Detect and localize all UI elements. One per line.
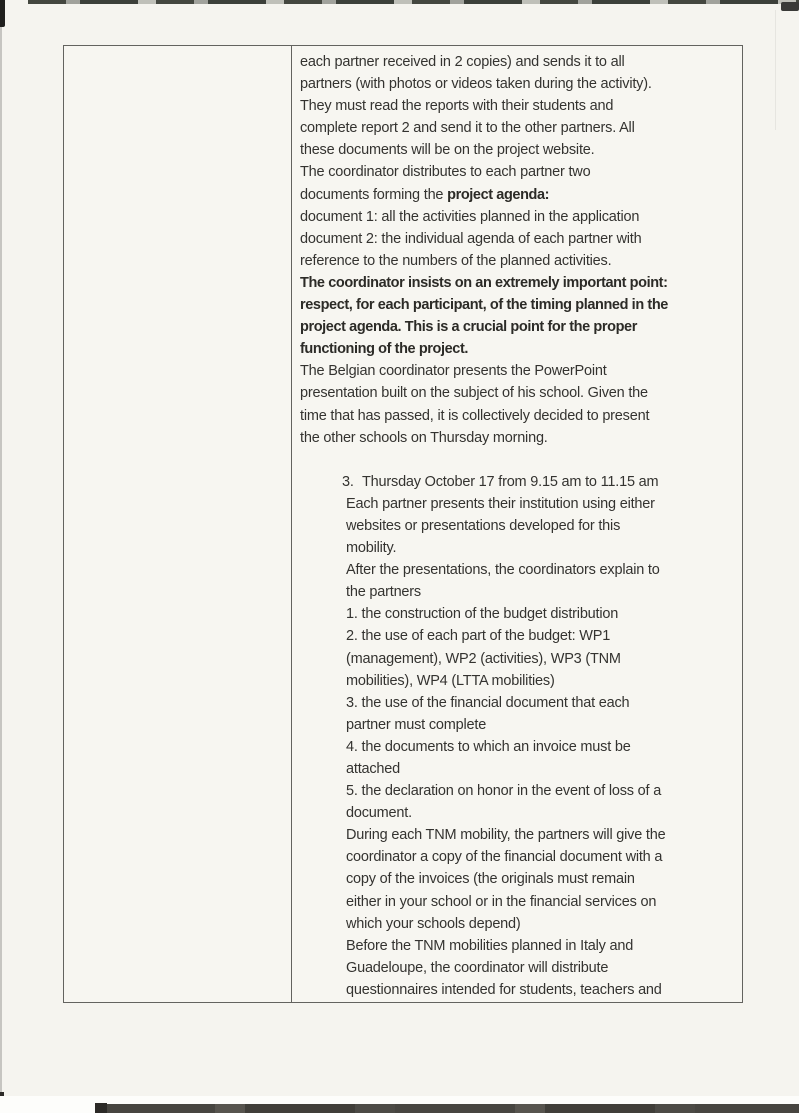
- text-line: [300, 515, 738, 537]
- text-line: [300, 316, 738, 338]
- text-line: [300, 493, 738, 515]
- text-segment: which your schools depend): [346, 915, 521, 932]
- text-line: [300, 382, 738, 404]
- text-segment: complete report 2 and send it to the other partners. All: [300, 120, 635, 137]
- text-line: [300, 272, 738, 294]
- text-line: [300, 471, 738, 493]
- scanner-corner-mark-top-right-icon: [781, 2, 799, 11]
- text-line: [300, 780, 738, 802]
- text-segment-bold: project agenda. This is a crucial point for the proper: [300, 319, 637, 336]
- text-line: [300, 360, 738, 382]
- text-segment: questionnaires intended for students, teachers and: [346, 981, 662, 998]
- scanner-left-edge-line-icon: [0, 0, 2, 1113]
- table-cell-right-text: [293, 46, 742, 1002]
- text-segment: coordinator a copy of the financial document with a: [346, 849, 663, 866]
- text-line: [300, 559, 738, 581]
- text-line: [300, 603, 738, 625]
- text-segment-bold: functioning of the project.: [300, 341, 469, 358]
- text-segment: 4. the documents to which an invoice must be: [346, 738, 631, 755]
- text-segment: reference to the numbers of the planned activities.: [300, 252, 612, 269]
- text-segment: Guadeloupe, the coordinator will distribute: [346, 959, 609, 976]
- text-line: [300, 117, 738, 139]
- text-line: [300, 73, 738, 95]
- text-line: [300, 161, 738, 183]
- text-line: [300, 228, 738, 250]
- text-segment: partner must complete: [346, 716, 487, 733]
- text-line: [300, 846, 738, 868]
- document-table: [63, 45, 743, 1003]
- text-segment: 2. the use of each part of the budget: WP1: [346, 628, 611, 645]
- text-segment: document.: [346, 805, 412, 822]
- text-line: [300, 714, 738, 736]
- text-segment: the partners: [346, 584, 421, 601]
- list-number: 3.: [342, 473, 354, 490]
- text-line: [300, 957, 738, 979]
- text-segment: the other schools on Thursday morning.: [300, 429, 548, 446]
- text-line: [300, 868, 738, 890]
- text-line: [300, 802, 738, 824]
- text-segment: these documents will be on the project website.: [300, 142, 595, 159]
- text-segment-bold: The coordinator insists on an extremely important point:: [300, 274, 668, 291]
- table-cell-left-empty: [64, 46, 292, 1002]
- text-line: [300, 758, 738, 780]
- text-segment: time that has passed, it is collectively decided to present: [300, 407, 650, 424]
- text-segment: During each TNM mobility, the partners will give the: [346, 827, 666, 844]
- text-line: [300, 935, 738, 957]
- text-line: [300, 824, 738, 846]
- text-segment-bold: project agenda:: [447, 186, 550, 203]
- text-segment: mobilities), WP4 (LTTA mobilities): [346, 672, 555, 689]
- text-segment: Before the TNM mobilities planned in Italy and: [346, 937, 634, 954]
- text-segment: presentation built on the subject of his school. Given the: [300, 385, 648, 402]
- text-segment: Each partner presents their institution using either: [346, 495, 655, 512]
- text-line: [300, 670, 738, 692]
- text-segment: 5. the declaration on honor in the event of loss of a: [346, 783, 662, 800]
- text-segment: 3. the use of the financial document that each: [346, 694, 630, 711]
- text-segment: websites or presentations developed for this: [346, 517, 621, 534]
- text-line: [300, 891, 738, 913]
- text-segment: each partner received in 2 copies) and sends it to all: [300, 54, 625, 70]
- text-segment: document 1: all the activities planned in the application: [300, 208, 640, 225]
- text-line: [300, 427, 738, 449]
- text-line: [300, 95, 738, 117]
- text-segment: (management), WP2 (activities), WP3 (TNM: [346, 650, 621, 667]
- text-line: [300, 184, 738, 206]
- text-segment: mobility.: [346, 540, 397, 557]
- text-line: [300, 51, 738, 73]
- text-segment: 1. the construction of the budget distribution: [346, 606, 619, 623]
- text-segment: partners (with photos or videos taken during the activity).: [300, 76, 652, 93]
- text-segment: The coordinator distributes to each partner two: [300, 164, 591, 181]
- text-line: [300, 250, 738, 272]
- text-segment: attached: [346, 761, 401, 777]
- text-segment: After the presentations, the coordinators explain to: [346, 562, 660, 579]
- text-line: [300, 581, 738, 603]
- text-segment-bold: respect, for each participant, of the timing planned in the: [300, 297, 668, 314]
- text-segment: documents forming the: [300, 186, 448, 203]
- text-line: [300, 648, 738, 670]
- text-line: [300, 692, 738, 714]
- scanner-edge-strip-top-icon: [28, 0, 799, 4]
- document-lines: [300, 51, 738, 1001]
- text-segment: either in your school or in the financial services on: [346, 893, 657, 910]
- scanner-corner-mark-top-left-icon: [0, 0, 5, 27]
- text-line: [300, 979, 738, 1001]
- text-line: [300, 294, 738, 316]
- text-line: [300, 736, 738, 758]
- text-segment: document 2: the individual agenda of each partner with: [300, 230, 642, 247]
- text-line: [300, 449, 738, 471]
- text-line: [300, 139, 738, 161]
- text-line: [300, 206, 738, 228]
- text-line: [300, 625, 738, 647]
- text-segment: copy of the invoices (the originals must remain: [346, 871, 635, 888]
- text-segment: Thursday October 17 from 9.15 am to 11.15 am: [362, 473, 659, 490]
- text-segment: They must read the reports with their students and: [300, 98, 614, 115]
- text-segment: The Belgian coordinator presents the PowerPoint: [300, 363, 607, 380]
- text-line: [300, 913, 738, 935]
- text-line: [300, 537, 738, 559]
- scanner-right-streak-icon: [775, 10, 776, 130]
- scanner-edge-strip-bottom-icon: [95, 1104, 799, 1113]
- text-line: [300, 405, 738, 427]
- text-line: [300, 338, 738, 360]
- scanner-bottom-mark-icon: [95, 1103, 107, 1113]
